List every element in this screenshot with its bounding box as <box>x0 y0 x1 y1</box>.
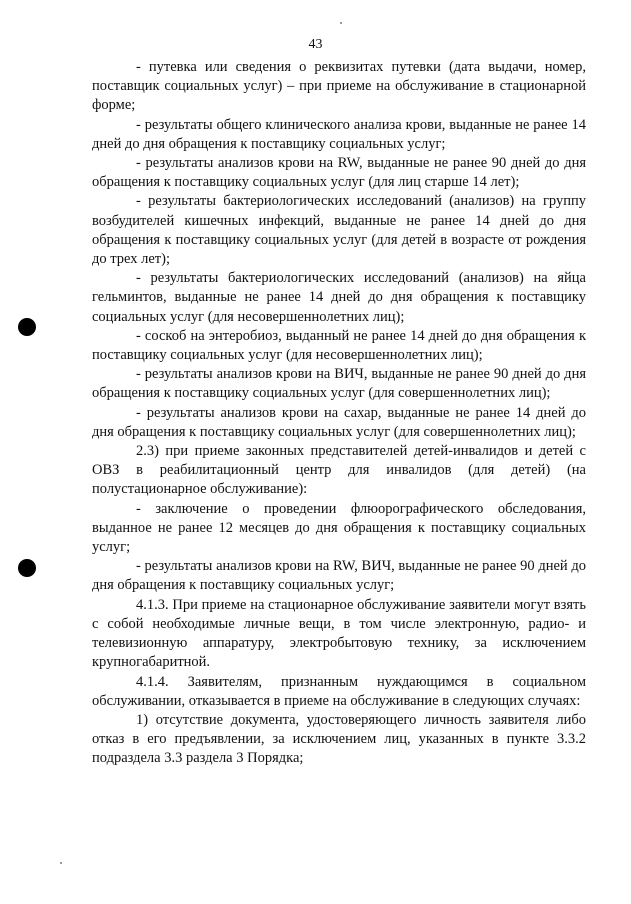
paragraph-helminth-eggs: - результаты бактериологических исследований (анализов) на яйца гельминтов, выданные не ранее 14 дней до дня обращения к поставщику социальных услуг (для несовершеннолетних лиц); <box>92 270 586 325</box>
punch-hole-mark <box>18 318 36 336</box>
paragraph-sugar-test: - результаты анализов крови на сахар, выданные не ранее 14 дней до дня обращения к поставщику социальных услуг (для совершеннолетних лиц); <box>92 404 586 440</box>
page-number: 43 <box>308 37 323 52</box>
paragraph-intestinal-infections: - результаты бактериологических исследований (анализов) на группу возбудителей кишечных инфекций, выданные не ранее 14 дней до дня обращения к поставщику социальных услуг (для детей в возрасте от рождения до трех лет); <box>92 193 586 268</box>
punch-hole-mark <box>18 559 36 577</box>
paragraph-section-4-1-3: 4.1.3. При приеме на стационарное обслуживание заявители могут взять с собой необходимые личные вещи, в том числе электронную, радио- и телевизионную аппаратуру, электробытовую технику, за исключением крупногабаритной. <box>92 596 586 671</box>
paragraph-section-2-3: 2.3) при приеме законных представителей детей-инвалидов и детей с ОВЗ в реабилитационный центр для инвалидов (для детей) (на полустационарное обслуживание): <box>92 443 586 498</box>
paragraph-enterobiasis: - соскоб на энтеробиоз, выданный не ранее 14 дней до дня обращения к поставщику социальных услуг (для несовершеннолетних лиц); <box>92 327 586 364</box>
paragraph-travel-voucher: - путевка или сведения о реквизитах путевки (дата выдачи, номер, поставщик социальных услуг) – при приеме на обслуживание в стационарной форме; <box>92 59 586 114</box>
paragraph-hiv-test: - результаты анализов крови на ВИЧ, выданные не ранее 90 дней до дня обращения к поставщику социальных услуг (для совершеннолетних лиц); <box>92 366 586 402</box>
paragraph-blood-analysis: - результаты общего клинического анализа крови, выданные не ранее 14 дней до дня обращения к поставщику социальных услуг; <box>92 116 586 152</box>
scan-speck <box>60 862 62 864</box>
paragraph-refusal-reason-1: 1) отсутствие документа, удостоверяющего личность заявителя либо отказ в его предъявлении, за исключением лиц, указанных в пункте 3.3.2 подраздела 3.3 раздела 3 Порядка; <box>92 711 586 767</box>
document-body <box>92 58 586 769</box>
paragraph-rw-hiv-test: - результаты анализов крови на RW, ВИЧ, выданные не ранее 90 дней до дня обращения к поставщику социальных услуг; <box>92 558 586 594</box>
paragraph-rw-test: - результаты анализов крови на RW, выданные не ранее 90 дней до дня обращения к поставщику социальных услуг (для лиц старше 14 лет); <box>92 155 586 191</box>
paragraph-section-4-1-4: 4.1.4. Заявителям, признанным нуждающимся в социальном обслуживании, отказывается в приеме на обслуживание в следующих случаях: <box>92 673 586 709</box>
scan-speck <box>340 22 342 24</box>
paragraph-fluorography: - заключение о проведении флюорографического обследования, выданное не ранее 12 месяцев до дня обращения к поставщику социальных услуг; <box>92 500 586 556</box>
